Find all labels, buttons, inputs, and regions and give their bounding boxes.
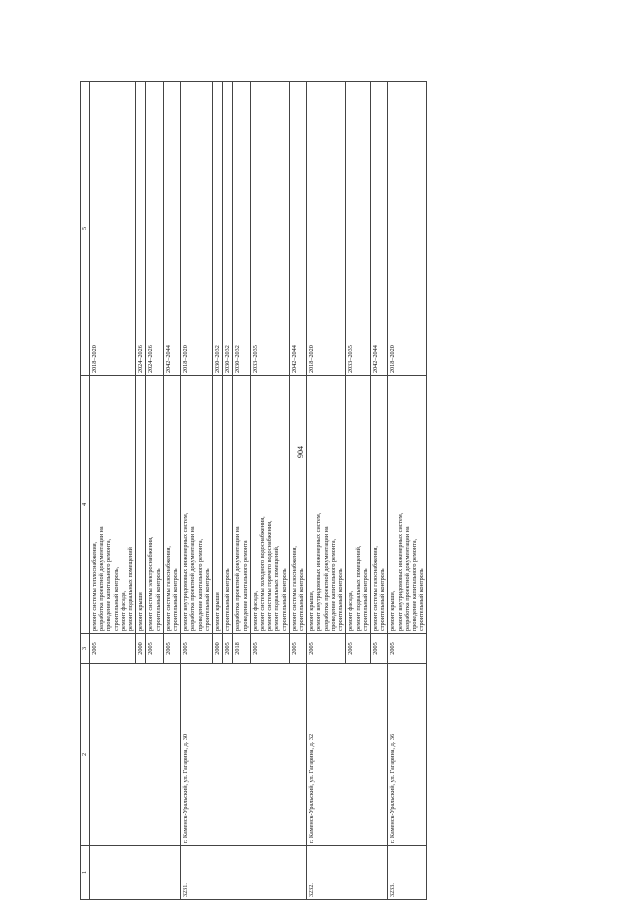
work-item: разработка проектной документации на (98, 526, 106, 631)
works-cell (233, 376, 250, 634)
period-cell: 2018–2020 (181, 82, 213, 376)
header-row (81, 82, 90, 900)
period-cell: 2042–2044 (370, 82, 387, 376)
period-cell: 2018–2020 (90, 82, 136, 376)
work-item: ремонт подвальных помещений, (354, 545, 362, 631)
work-item: ремонт системы газоснабжения, (290, 546, 298, 631)
works-cell (346, 376, 371, 634)
period-cell: 2030–2032 (213, 82, 223, 376)
address-cell (90, 664, 181, 846)
work-item: проведение капитального ремонта, (196, 538, 204, 631)
year-cell: 2000 (136, 634, 146, 664)
works-cell (307, 376, 346, 634)
period-cell: 2030–2032 (223, 82, 233, 376)
period-cell: 2042–2044 (289, 82, 306, 376)
work-item: ремонт системы холодного водоснабжения, (259, 516, 267, 631)
header-cell: 2 (81, 664, 90, 846)
works-cell (388, 376, 427, 634)
header-cell: 4 (81, 376, 90, 634)
work-item: строительный контроль (224, 568, 232, 631)
header-cell: 5 (81, 82, 90, 376)
work-item: ремонт фасада, (119, 590, 127, 631)
year-cell: 2005 (90, 634, 136, 664)
work-item: проведение капитального ремонта, (410, 538, 418, 631)
works-cell (136, 376, 146, 634)
work-item: разработка проектной документации на (322, 526, 330, 631)
work-item: ремонт системы горячего водоснабжения, (266, 520, 274, 631)
year-cell: 2000 (213, 634, 223, 664)
work-item: ремонт системы теплоснабжения, (91, 541, 98, 631)
work-item: ремонт крыши (137, 592, 145, 631)
row-number: 3231. (181, 846, 307, 900)
page-number: 904 (296, 446, 305, 458)
address-cell: г. Каменск-Уральский, ул. Гагарина, д. 36 (388, 664, 427, 846)
work-item: ремонт крыши, (308, 590, 316, 631)
works-cell (163, 376, 180, 634)
year-cell: 2005 (289, 634, 306, 664)
work-item: ремонт системы газоснабжения, (371, 546, 379, 631)
work-item: строительный контроль (418, 568, 426, 631)
row-number (90, 846, 181, 900)
work-item: ремонт фасада, (251, 590, 259, 631)
works-cell (250, 376, 289, 634)
work-item: ремонт подвальных помещений (127, 547, 135, 631)
period-cell: 2033–2035 (250, 82, 289, 376)
table-row (90, 82, 136, 900)
work-item: строительный контроль (298, 568, 306, 631)
address-cell: г. Каменск-Уральский, ул. Гагарина, д. 32 (307, 664, 388, 846)
work-item: ремонт системы газоснабжения, (164, 546, 172, 631)
work-item: строительный контроль (172, 568, 180, 631)
work-item: разработка проектной документации на (403, 526, 411, 631)
work-item: проведение капитального ремонта (241, 540, 249, 631)
works-cell (213, 376, 223, 634)
work-item: проведение капитального ремонта, (105, 538, 113, 631)
period-cell: 2024–2026 (136, 82, 146, 376)
header-cell: 1 (81, 846, 90, 900)
work-item: разработка проектной документации на (234, 526, 242, 631)
row-number: 3233. (388, 846, 427, 900)
works-cell (289, 376, 306, 634)
year-cell: 2005 (250, 634, 289, 664)
year-cell: 2005 (307, 634, 346, 664)
period-cell: 2018–2020 (307, 82, 346, 376)
year-cell: 2005 (163, 634, 180, 664)
year-cell: 2005 (223, 634, 233, 664)
year-cell: 2005 (370, 634, 387, 664)
address-cell: г. Каменск-Уральский, ул. Гагарина, д. 30 (181, 664, 307, 846)
work-item: ремонт системы электроснабжения, (147, 536, 155, 631)
work-item: ремонт внутридомовых инженерных систем, (182, 512, 190, 631)
period-cell: 2042–2044 (163, 82, 180, 376)
work-item: ремонт внутридомовых инженерных систем, (396, 512, 404, 631)
document-sheet (80, 82, 601, 900)
work-item: ремонт крыши (214, 592, 222, 631)
year-cell: 2005 (346, 634, 371, 664)
work-item: ремонт крыши, (389, 590, 397, 631)
period-cell: 2024–2026 (146, 82, 163, 376)
work-item: строительный контроль, (112, 566, 120, 631)
works-cell (370, 376, 387, 634)
work-item: строительный контроль (154, 568, 162, 631)
work-item: ремонт внутридомовых инженерных систем, (315, 512, 323, 631)
period-cell: 2033–2035 (346, 82, 371, 376)
work-item: ремонт подвальных помещений, (273, 545, 281, 631)
works-cell (223, 376, 233, 634)
table-row (307, 82, 346, 900)
period-cell: 2030–2032 (233, 82, 250, 376)
work-item: разработка проектной документации на (189, 526, 197, 631)
year-cell: 2005 (181, 634, 213, 664)
table-row (181, 82, 213, 900)
table-body (90, 82, 427, 900)
works-cell (146, 376, 163, 634)
period-cell: 2018–2020 (388, 82, 427, 376)
year-cell: 2005 (146, 634, 163, 664)
year-cell: 2018 (233, 634, 250, 664)
work-item: строительный контроль (379, 568, 387, 631)
header-cell: 3 (81, 634, 90, 664)
works-cell (90, 376, 136, 634)
work-item: строительный контроль (203, 568, 211, 631)
work-item: строительный контроль (337, 568, 345, 631)
year-cell: 2005 (388, 634, 427, 664)
table-row (388, 82, 427, 900)
works-cell (181, 376, 213, 634)
work-item: строительный контроль (280, 568, 288, 631)
work-item: строительный контроль (361, 568, 369, 631)
row-number: 3232. (307, 846, 388, 900)
capital-repair-table (80, 81, 427, 900)
work-item: проведение капитального ремонта, (329, 538, 337, 631)
work-item: ремонт фасада, (347, 590, 355, 631)
